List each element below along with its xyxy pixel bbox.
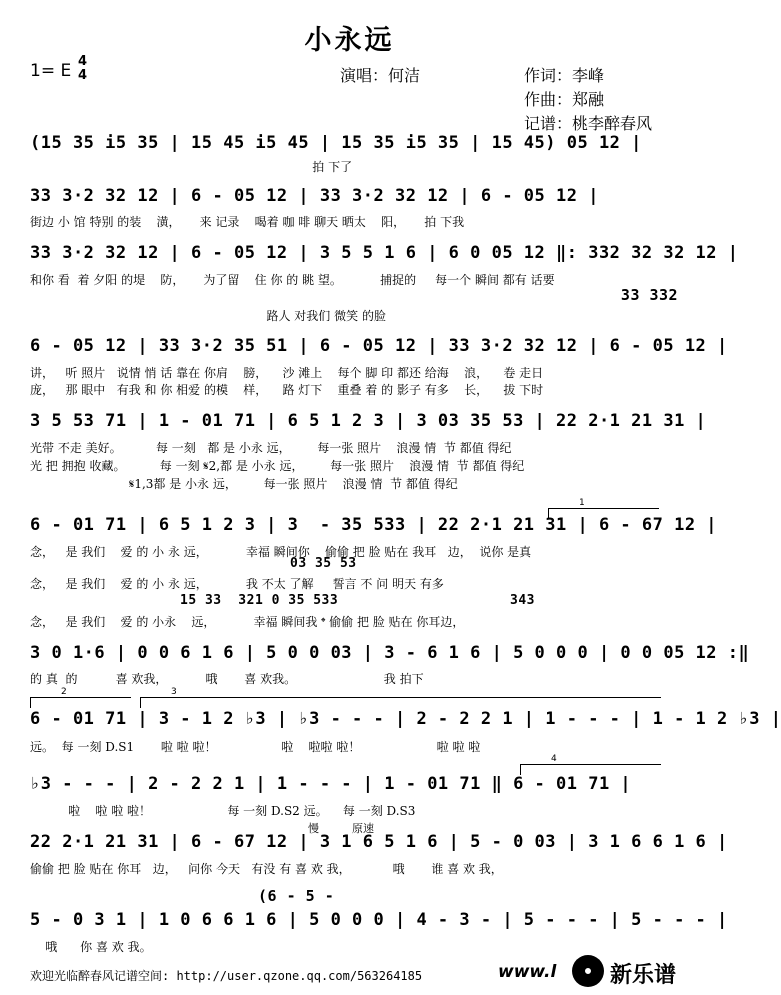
notes-row-6-upper: 03 35 53 [290, 556, 357, 571]
notes-row-6-lower: 15 33 321 0 35 533 [180, 593, 339, 608]
notes-row-3: 33 3·2 32 12 | 6 - 05 12 | 3 5 5 1 6 | 6 0 05 12 ‖: 332 32 32 12 | [30, 243, 739, 263]
notes-row-1: (15 35 i5 35 | 15 45 i5 45 | 15 35 i5 35 | 15 45) 05 12 | [30, 133, 642, 153]
lyricist: 作词：李峰 [524, 66, 605, 85]
volta-bracket-2: 2 [30, 697, 131, 708]
tempo-original: 原速 [352, 822, 374, 835]
notes-row-11-parenthetical: (6 - 5 - [258, 887, 335, 905]
vinyl-record-icon [572, 955, 604, 987]
lyrics-row-4-verse-1: 讲， 听 照片 说情 悄 话 靠在 你肩 膀， 沙 滩上 每个 脚 印 都还 给海 浪， 卷 走日 [30, 366, 544, 380]
volta-bracket-4: 4 [520, 764, 661, 775]
lyrics-row-8: 远。 每 一刻 D.S1 啦 啦 啦！ 啦 啦啦 啦！ 啦 啦 啦 [30, 740, 481, 754]
notes-row-11: 5 - 0 3 1 | 1 0 6 6 1 6 | 5 0 0 0 | 4 - 3 - | 5 - - - | 5 - - - | [30, 910, 728, 930]
notes-row-7: 3 0 1·6 | 0 0 6 1 6 | 5 0 0 03 | 3 - 6 1 6 | 5 0 0 0 | 0 0 05 12 :‖ [30, 643, 750, 663]
composer: 作曲：郑融 [524, 90, 605, 109]
lyrics-row-9: 啦 啦 啦 啦！ 每 一刻 D.S2 远。 每 一刻 D.S3 [30, 804, 416, 818]
key-signature: 1= E [30, 61, 72, 81]
lyrics-row-5-verse-3: 𝄋1,3都 是 小永 远， 每一张 照片 浪漫 情 节 都值 得纪 [30, 477, 458, 491]
lyrics-row-5-verse-1: 光带 不走 美好。 每 一刻 都 是 小永 远， 每一张 照片 浪漫 情 节 都值 得纪 [30, 441, 512, 455]
lyrics-row-2: 街边 小 馆 特别 的装 潢， 来 记录 喝着 咖 啡 聊天 晒太 阳， 拍 下我 [30, 215, 465, 229]
lyrics-row-5-verse-2: 光 把 拥抱 收藏。 每 一刻 𝄋2,都 是 小永 远， 每一张 照片 浪漫 情 节 都值 得纪 [30, 459, 525, 473]
notes-row-9: ♭3 - - - | 2 - 2 2 1 | 1 - - - | 1 - 01 71 ‖ 6 - 01 71 | [30, 774, 632, 794]
volta-bracket-3: 3 [140, 697, 661, 708]
notes-row-3-alt: 33 332 [30, 286, 679, 304]
notes-row-8: 6 - 01 71 | 3 - 1 2 ♭3 | ♭3 - - - | 2 - 2 2 1 | 1 - - - | 1 - 1 2 ♭3 | [30, 709, 781, 729]
transcriber: 记谱：桃李醉春风 [524, 114, 653, 133]
footer-welcome: 欢迎光临醉春风记谱空间: http://user.qzone.qq.com/563264185 [30, 969, 423, 983]
lyrics-row-10: 偷偷 把 脸 贴在 你耳 边， 问你 今天 有没 有 喜 欢 我， 哦 谁 喜 欢 我， [30, 862, 503, 876]
lyrics-row-4-verse-2: 庞， 那 眼中 有我 和 你 相爱 的模 样， 路 灯下 重叠 着 的 影子 有多 长， 拔 下时 [30, 383, 544, 397]
time-signature [78, 55, 87, 83]
notes-row-10: 22 2·1 21 31 | 6 - 67 12 | 3 1 6 5 1 6 | 5 - 0 03 | 3 1 6 6 1 6 | [30, 832, 728, 852]
lyrics-row-6-verse-1: 念， 是 我们 爱 的 小 永 远， 幸福 瞬间你 偷偷 把 脸 贴在 我耳 边， 说你 是真 [30, 545, 532, 559]
brand-url-partial: www.l [498, 962, 557, 982]
lyrics-row-7: 的 真 的 喜 欢我， 哦 喜 欢我。 我 拍下 [30, 672, 424, 686]
notes-row-6-extra: 343 [510, 593, 535, 608]
lyrics-row-3-alt: 路人 对我们 微笑 的脸 [30, 309, 386, 323]
notes-row-5: 3 5 53 71 | 1 - 01 71 | 6 5 1 2 3 | 3 03 35 53 | 22 2·1 21 31 | [30, 411, 707, 431]
time-signature-bottom: 4 [78, 68, 88, 83]
time-signature-top: 4 [78, 54, 88, 69]
lyrics-row-3: 和你 看 着 夕阳 的堤 防， 为了留 住 你 的 眺 望。 捕捉的 每一个 瞬间 都有 话要 [30, 273, 555, 287]
singer: 演唱：何洁 [340, 66, 421, 85]
lyrics-row-6-verse-3: 念， 是 我们 爱 的 小永 远， 幸福 瞬间我 𝄌 偷偷 把 脸 贴在 你耳边， [30, 615, 465, 629]
song-title: 小永远 [304, 25, 395, 56]
volta-bracket-1: 1 [548, 508, 659, 519]
lyrics-row-11: 哦 你 喜 欢 我。 [30, 940, 152, 954]
lyrics-row-1: 拍 下了 [30, 160, 353, 174]
tempo-slow: 慢 [308, 822, 319, 835]
brand-name: 新乐谱 [610, 963, 677, 988]
notes-row-4: 6 - 05 12 | 33 3·2 35 51 | 6 - 05 12 | 33 3·2 32 12 | 6 - 05 12 | [30, 336, 728, 356]
lyrics-row-6-verse-2: 念， 是 我们 爱 的 小 永 远， 我 不太 了解 誓言 不 问 明天 有多 [30, 577, 444, 591]
notes-row-2: 33 3·2 32 12 | 6 - 05 12 | 33 3·2 32 12 | 6 - 05 12 | [30, 186, 599, 206]
notes-row-6: 6 - 01 71 | 6 5 1 2 3 | 3 - 35 533 | 22 2·1 21 31 | 6 - 67 12 | [30, 515, 718, 535]
